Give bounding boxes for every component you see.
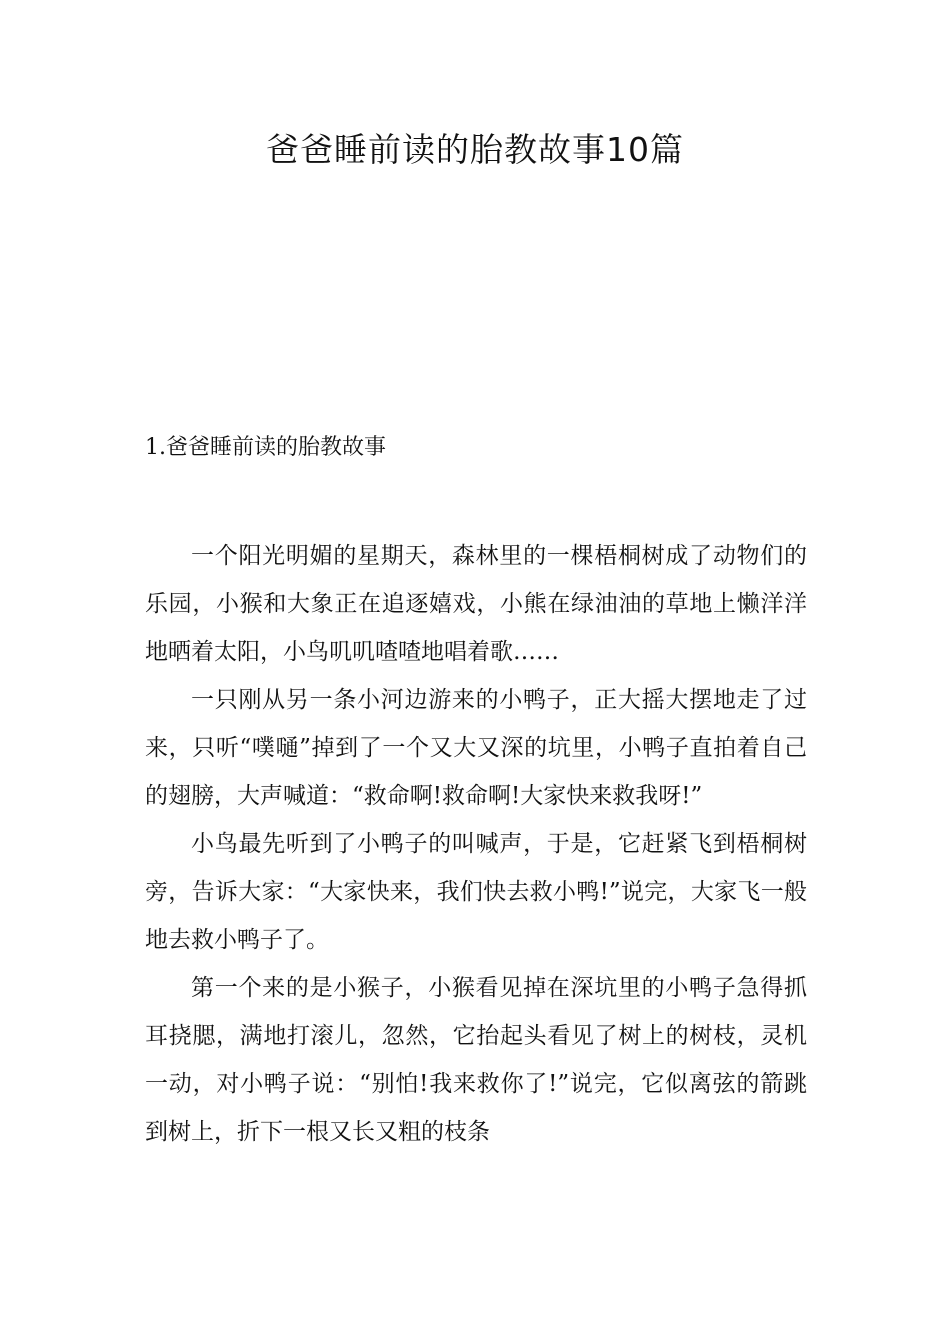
paragraph: 一个阳光明媚的星期天，森林里的一棵梧桐树成了动物们的乐园，小猴和大象正在追逐嬉戏，小熊在绿油油的草地上懒洋洋地晒着太阳，小鸟叽叽喳喳地唱着歌…… — [145, 543, 807, 665]
paragraph: 小鸟最先听到了小鸭子的叫喊声，于是，它赶紧飞到梧桐树旁，告诉大家：“大家快来，我们快去救小鸭!”说完，大家飞一般地去救小鸭子了。 — [145, 831, 807, 953]
story-body — [145, 532, 807, 1156]
paragraph: 一只刚从另一条小河边游来的小鸭子，正大摇大摆地走了过来，只听“噗嗵”掉到了一个又大又深的坑里，小鸭子直拍着自己的翅膀，大声喊道：“救命啊!救命啊!大家快来救我呀!” — [145, 687, 807, 809]
section-heading: 1.爸爸睡前读的胎教故事 — [145, 435, 386, 460]
paragraph: 第一个来的是小猴子，小猴看见掉在深坑里的小鸭子急得抓耳挠腮，满地打滚儿，忽然，它抬起头看见了树上的树枝，灵机一动，对小鸭子说：“别怕!我来救你了!”说完，它似离弦的箭跳到树上，折下一根又长又粗的枝条 — [145, 975, 807, 1145]
document-title: 爸爸睡前读的胎教故事10篇 — [266, 130, 684, 169]
